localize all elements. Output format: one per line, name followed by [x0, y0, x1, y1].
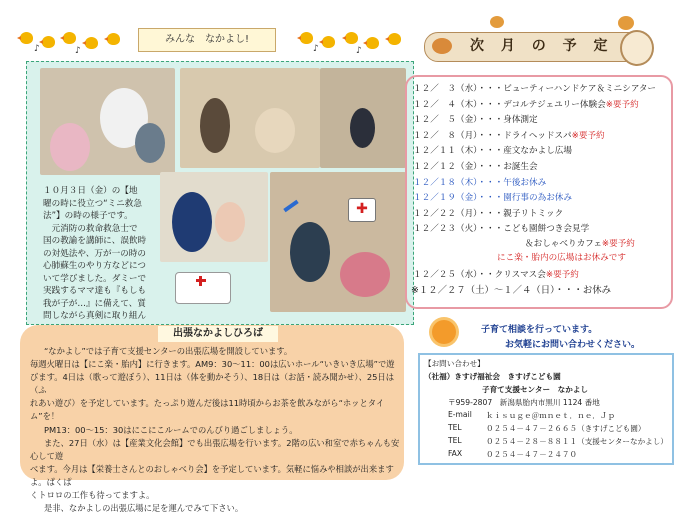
schedule-date: １２／１８（木） [413, 177, 478, 188]
chick-icon [85, 37, 98, 49]
event-text-line: びます。4日は（歌って遊ぼう）、11日は（体を動かそう）、18日は（お話・読み聞かせ）、25日は（ふ [30, 372, 395, 396]
schedule-text: ・・・園行事の為お休み [477, 193, 572, 204]
chick-icon [388, 33, 401, 45]
schedule-date: １２／２３（火） [413, 224, 478, 235]
schedule-row [413, 144, 572, 156]
schedule-text: ・・・デコルテジェユリー体験会 [477, 99, 606, 110]
event-text-line: 毎週火曜日は【にこ楽・胎内】に行きます。AM9：30～11：00は広いホール“いきいき広場”で遊 [30, 359, 395, 370]
contact-center: 子育て支援センター なかよし [482, 385, 589, 394]
schedule-text: ・・・産文なかよし広場 [477, 146, 572, 157]
chick-icon [107, 33, 120, 45]
first-aid-kit-icon: ✚ [348, 198, 376, 222]
schedule-date: １２／ ４（木） [413, 99, 478, 110]
reservation-tag: ※要予約 [571, 130, 605, 141]
contact-fax-label: FAX [448, 449, 463, 458]
page-title: みんな なかよし! [138, 28, 276, 52]
schedule-row [413, 160, 538, 172]
event-text-line: “なかよし”では子育て支援センターの出張広場を開設しています。 [44, 346, 293, 356]
schedule-date: １２／ ８（月） [413, 130, 478, 141]
schedule-date: １２／１２（金） [413, 162, 478, 172]
event-text-line: れあい遊び）を予定しています。たっぷり遊んだ後は11時頃からお茶を飲みながら“ホッとタイム”を！ [30, 398, 385, 422]
schedule-row [413, 191, 572, 203]
photo-first-aid-baby [40, 68, 175, 175]
chick-icon [20, 32, 33, 44]
schedule-text: ・・・午後お休み [477, 177, 547, 188]
contact-tel-label: TEL [448, 436, 462, 445]
schedule-text: ・・・お誕生会 [477, 162, 538, 172]
schedule-box [405, 75, 673, 309]
music-note-icon: ♪ [75, 46, 81, 56]
event-text-line: べます。今月は【栄養士さんとのおしゃべり会】を予定しています。気軽に悩みや相談が出来ますよ。ぱくぱ [30, 463, 394, 487]
photo-room-lecture [180, 68, 320, 168]
music-note-icon: ♪ [34, 44, 40, 54]
reservation-tag: ※要予約 [605, 99, 639, 110]
contact-email[interactable]: ｋｉｓｕｇｅ＠ｍｎｅｔ．ｎｅ．Ｊｐ [486, 411, 616, 420]
consult-line-1: 子育て相談を行っています。 [481, 325, 598, 335]
photo-instructor [160, 172, 268, 262]
schedule-text: ・・・ドライヘッドスパ [477, 130, 572, 141]
photo-caption: １０月３日（金）の【地 曜の時に役立つ“ミニ救急 法”】の時の様子です。 元消防の救命救急士で 国の教諭を講師に、誤飲時 の対処法や、万が一の時の 心肺蘇生のやり方などにつ いて学びました。ダミーで 実践するママ達も『もしも 我が子が…』に備えて、質 問しながら真剣に取り組ん [43, 186, 147, 321]
schedule-text: ・・・こども園餅つき会見学 [477, 224, 590, 235]
schedule-row [413, 98, 639, 110]
contact-box [418, 353, 674, 465]
schedule-row [413, 207, 563, 219]
chick-icon [300, 32, 313, 44]
event-text-line: くトロロの工作も待ってますよ。 [30, 490, 155, 501]
bird-icon [490, 16, 504, 28]
music-note-icon: ♪ [313, 44, 319, 54]
schedule-row [413, 113, 538, 125]
schedule-sub-row: ＆おしゃべりカフェ※要予約 [525, 239, 635, 249]
schedule-date: １２／ ５（金） [413, 115, 478, 126]
event-text [30, 345, 402, 515]
chick-icon [63, 32, 76, 44]
contact-fax: ０２５４－４７－２４７０ [486, 450, 578, 459]
schedule-row-christmas: １２／２５（水）・・クリスマス会※要予約 [413, 270, 579, 280]
ambulance-icon [175, 272, 231, 304]
consult-line-2: お気軽にお問い合わせください。 [505, 340, 641, 350]
bird-icon [618, 16, 634, 30]
schedule-row [413, 222, 589, 234]
photo-cpr-practice [270, 172, 406, 312]
contact-email-label: E-mail [448, 410, 472, 419]
schedule-sub-note: にこ楽・胎内の広場はお休みです [497, 253, 626, 263]
schedule-date: １２／１９（金） [413, 193, 478, 204]
contact-org: （社福）きすげ福祉会 きすげこども園 [424, 372, 561, 381]
event-title: 出張なかよしひろば [158, 326, 278, 342]
contact-heading: 【お問い合わせ】 [424, 359, 485, 368]
schedule-date: １２／２２（月） [413, 208, 478, 219]
chick-icon [322, 36, 335, 48]
schedule-date: １２／１１（木） [413, 146, 478, 157]
event-text-line: 是非、なかよしの出張広場に足を運んでみて下さい。 [44, 503, 244, 514]
contact-tel-label: TEL [448, 423, 462, 432]
chick-icon [345, 32, 358, 44]
schedule-row [413, 176, 546, 188]
event-text-line: また、27日（水）は【産業文化会館】でも出張広場を行います。2階の広い和室で赤ちゃんも安心して遊 [30, 437, 400, 461]
schedule-title: 次 月 の 予 定 [470, 38, 614, 54]
sun-icon [432, 320, 456, 344]
contact-tel-2[interactable]: ０２５４－２８－８８１１（支援センターなかよし） [486, 437, 668, 446]
contact-postal: 〒959-2807 新潟県胎内市黒川 1124 番地 [448, 398, 600, 407]
schedule-text: ・・・身体測定 [477, 115, 538, 126]
music-note-icon: ♪ [356, 46, 362, 56]
schedule-row [413, 129, 605, 141]
chick-icon [366, 37, 379, 49]
schedule-holiday: ※１２／２７（土）～１／４（日）・・・お休み [411, 285, 612, 296]
squirrel-icon [432, 38, 452, 54]
event-text-line: PM13：00～15：30はにこにこルームでのんびり過ごしましょう。 [44, 424, 298, 435]
schedule-text: ・・・ビューティーハンドケア＆ミニシアター [477, 84, 657, 94]
schedule-row [413, 82, 656, 94]
chick-icon [42, 36, 55, 48]
photo-room-wide [320, 68, 406, 168]
log-end-icon [620, 30, 654, 66]
schedule-text: ・・・親子リトミック [477, 208, 564, 219]
contact-tel-1[interactable]: ０２５４－４７－２６６５（きすげこども園） [486, 424, 646, 433]
schedule-date: １２／ ３（水） [413, 84, 478, 94]
